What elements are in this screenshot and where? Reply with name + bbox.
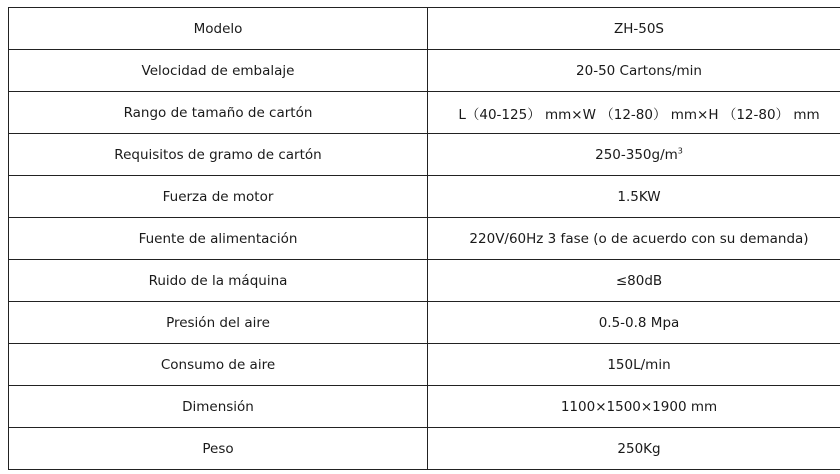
spec-label-machine-noise: Ruido de la máquina: [9, 260, 428, 302]
grammage-value-text: 250-350g/m: [595, 146, 678, 163]
spec-label-model: Modelo: [9, 8, 428, 50]
spec-value-carton-grammage: [428, 134, 840, 176]
table-row: [9, 134, 840, 176]
spec-label-air-consumption: Consumo de aire: [9, 344, 428, 386]
spec-label-air-pressure: Presión del aire: [9, 302, 428, 344]
spec-label-power-supply: Fuente de alimentación: [9, 218, 428, 260]
spec-label-carton-grammage: Requisitos de gramo de cartón: [9, 134, 428, 176]
spec-label-weight: Peso: [9, 428, 428, 470]
spec-table-body: [9, 8, 840, 470]
spec-value-dimension: 1100×1500×1900 mm: [428, 386, 840, 428]
spec-value-weight: 250Kg: [428, 428, 840, 470]
table-row: [9, 344, 840, 386]
spec-value-carton-size-range: L（40-125） mm×W （12-80） mm×H （12-80） mm: [428, 92, 840, 134]
grammage-value-superscript: 3: [677, 146, 683, 155]
spec-value-air-pressure: 0.5-0.8 Mpa: [428, 302, 840, 344]
spec-value-machine-noise: ≤80dB: [428, 260, 840, 302]
spec-value-air-consumption: 150L/min: [428, 344, 840, 386]
table-row: [9, 8, 840, 50]
table-row: [9, 218, 840, 260]
table-row: [9, 428, 840, 470]
spec-label-packing-speed: Velocidad de embalaje: [9, 50, 428, 92]
table-row: [9, 92, 840, 134]
spec-label-dimension: Dimensión: [9, 386, 428, 428]
spec-label-carton-size-range: Rango de tamaño de cartón: [9, 92, 428, 134]
table-row: [9, 260, 840, 302]
spec-value-power-supply: 220V/60Hz 3 fase (o de acuerdo con su demanda): [428, 218, 840, 260]
spec-label-motor-power: Fuerza de motor: [9, 176, 428, 218]
table-row: [9, 386, 840, 428]
spec-value-motor-power: 1.5KW: [428, 176, 840, 218]
table-row: [9, 302, 840, 344]
spec-table: [8, 7, 840, 470]
table-row: [9, 50, 840, 92]
spec-value-model: ZH-50S: [428, 8, 840, 50]
spec-value-packing-speed: 20-50 Cartons/min: [428, 50, 840, 92]
table-row: [9, 176, 840, 218]
